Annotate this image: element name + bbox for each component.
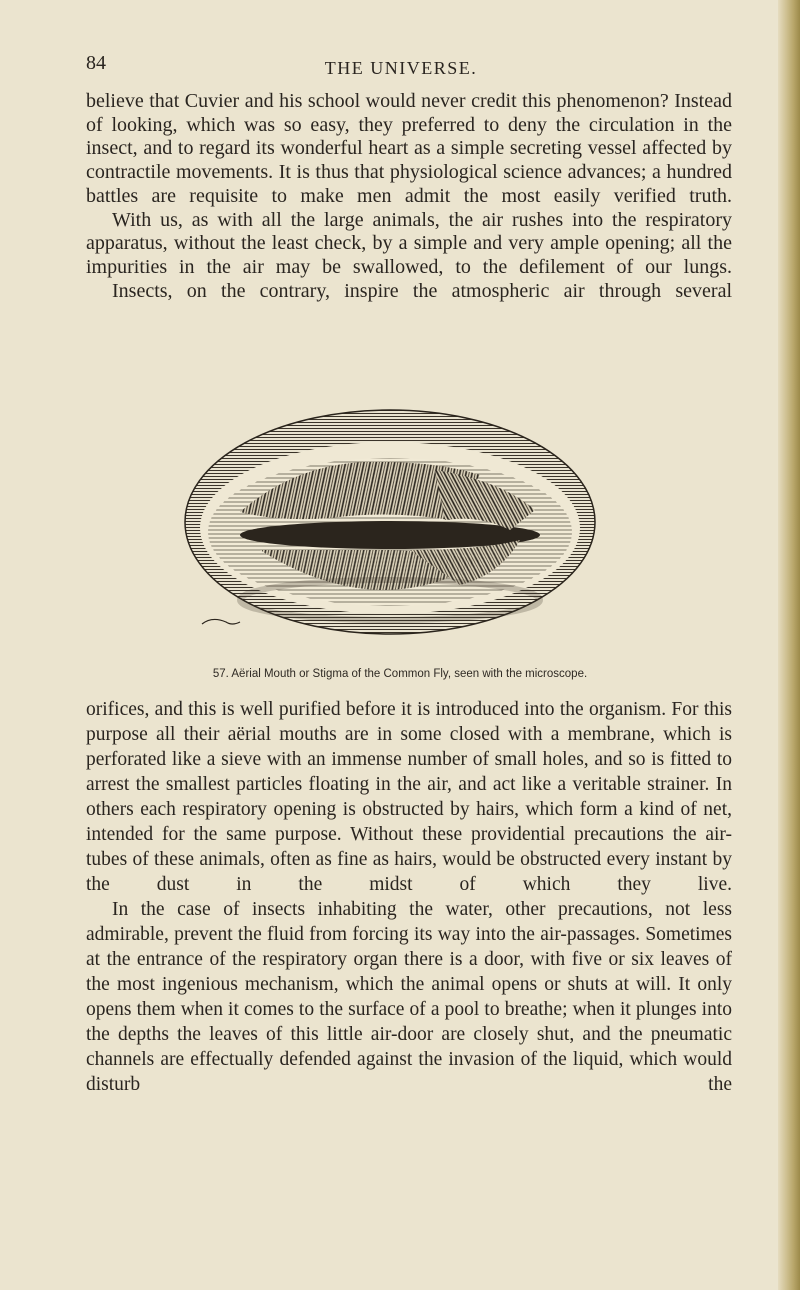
- page-number: 84: [86, 52, 106, 74]
- figure-caption: 57. Aërial Mouth or Stigma of the Common Fly, seen with the microscope.: [212, 668, 588, 680]
- stigma-engraving: [180, 400, 600, 640]
- running-head: THE UNIVERSE.: [324, 58, 478, 78]
- body-paragraph: believe that Cuvier and his school would never credit this phenomenon? Instead of looking, which was so easy, they preferred to deny the circulation in the insect, and to regard its wonderful heart as a simple secreting vessel affected by contractile movements. It is thus that physiological science advances; a hundred battles are requisite to make men admit the most easily verified truth.: [86, 90, 732, 207]
- bottom-text-block: [86, 697, 732, 1097]
- body-paragraph: With us, as with all the large animals, the air rushes into the respiratory apparatus, without the least check, by a simple and very ample opening; all the impurities in the air may be swallowed, to the defilement of our lungs.: [86, 208, 732, 278]
- body-paragraph: Insects, on the contrary, inspire the atmospheric air through several: [112, 279, 732, 302]
- page-edge: [778, 0, 800, 1290]
- page-header: [86, 52, 716, 82]
- stigma-illustration: [180, 400, 600, 640]
- body-paragraph: orifices, and this is well purified before it is introduced into the organism. For this purpose all their aërial mouths are in some closed with a membrane, which is perforated like a sieve with an immense number of small holes, and so is fitted to arrest the smallest particles floating in the air, and act like a veritable strainer. In others each respiratory opening is obstructed by hairs, which form a kind of net, intended for the same purpose. Without these providential precautions the air-tubes of these animals, often as fine as hairs, would be obstructed every instant by the dust in the midst of which they live.: [86, 699, 732, 895]
- body-paragraph: In the case of insects inhabiting the water, other precautions, not less admirable, prevent the fluid from forcing its way into the air-passages. Sometimes at the entrance of the respiratory organ there is a door, with five or six leaves of the most ingenious mechanism, which the animal opens or shuts at will. It only opens them when it comes to the surface of a pool to breathe; when it plunges into the depths the leaves of this little air-door are closely shut, and the pneumatic channels are effectually defended against the invasion of the liquid, which would disturb the: [86, 899, 732, 1095]
- top-text-block: [86, 90, 732, 303]
